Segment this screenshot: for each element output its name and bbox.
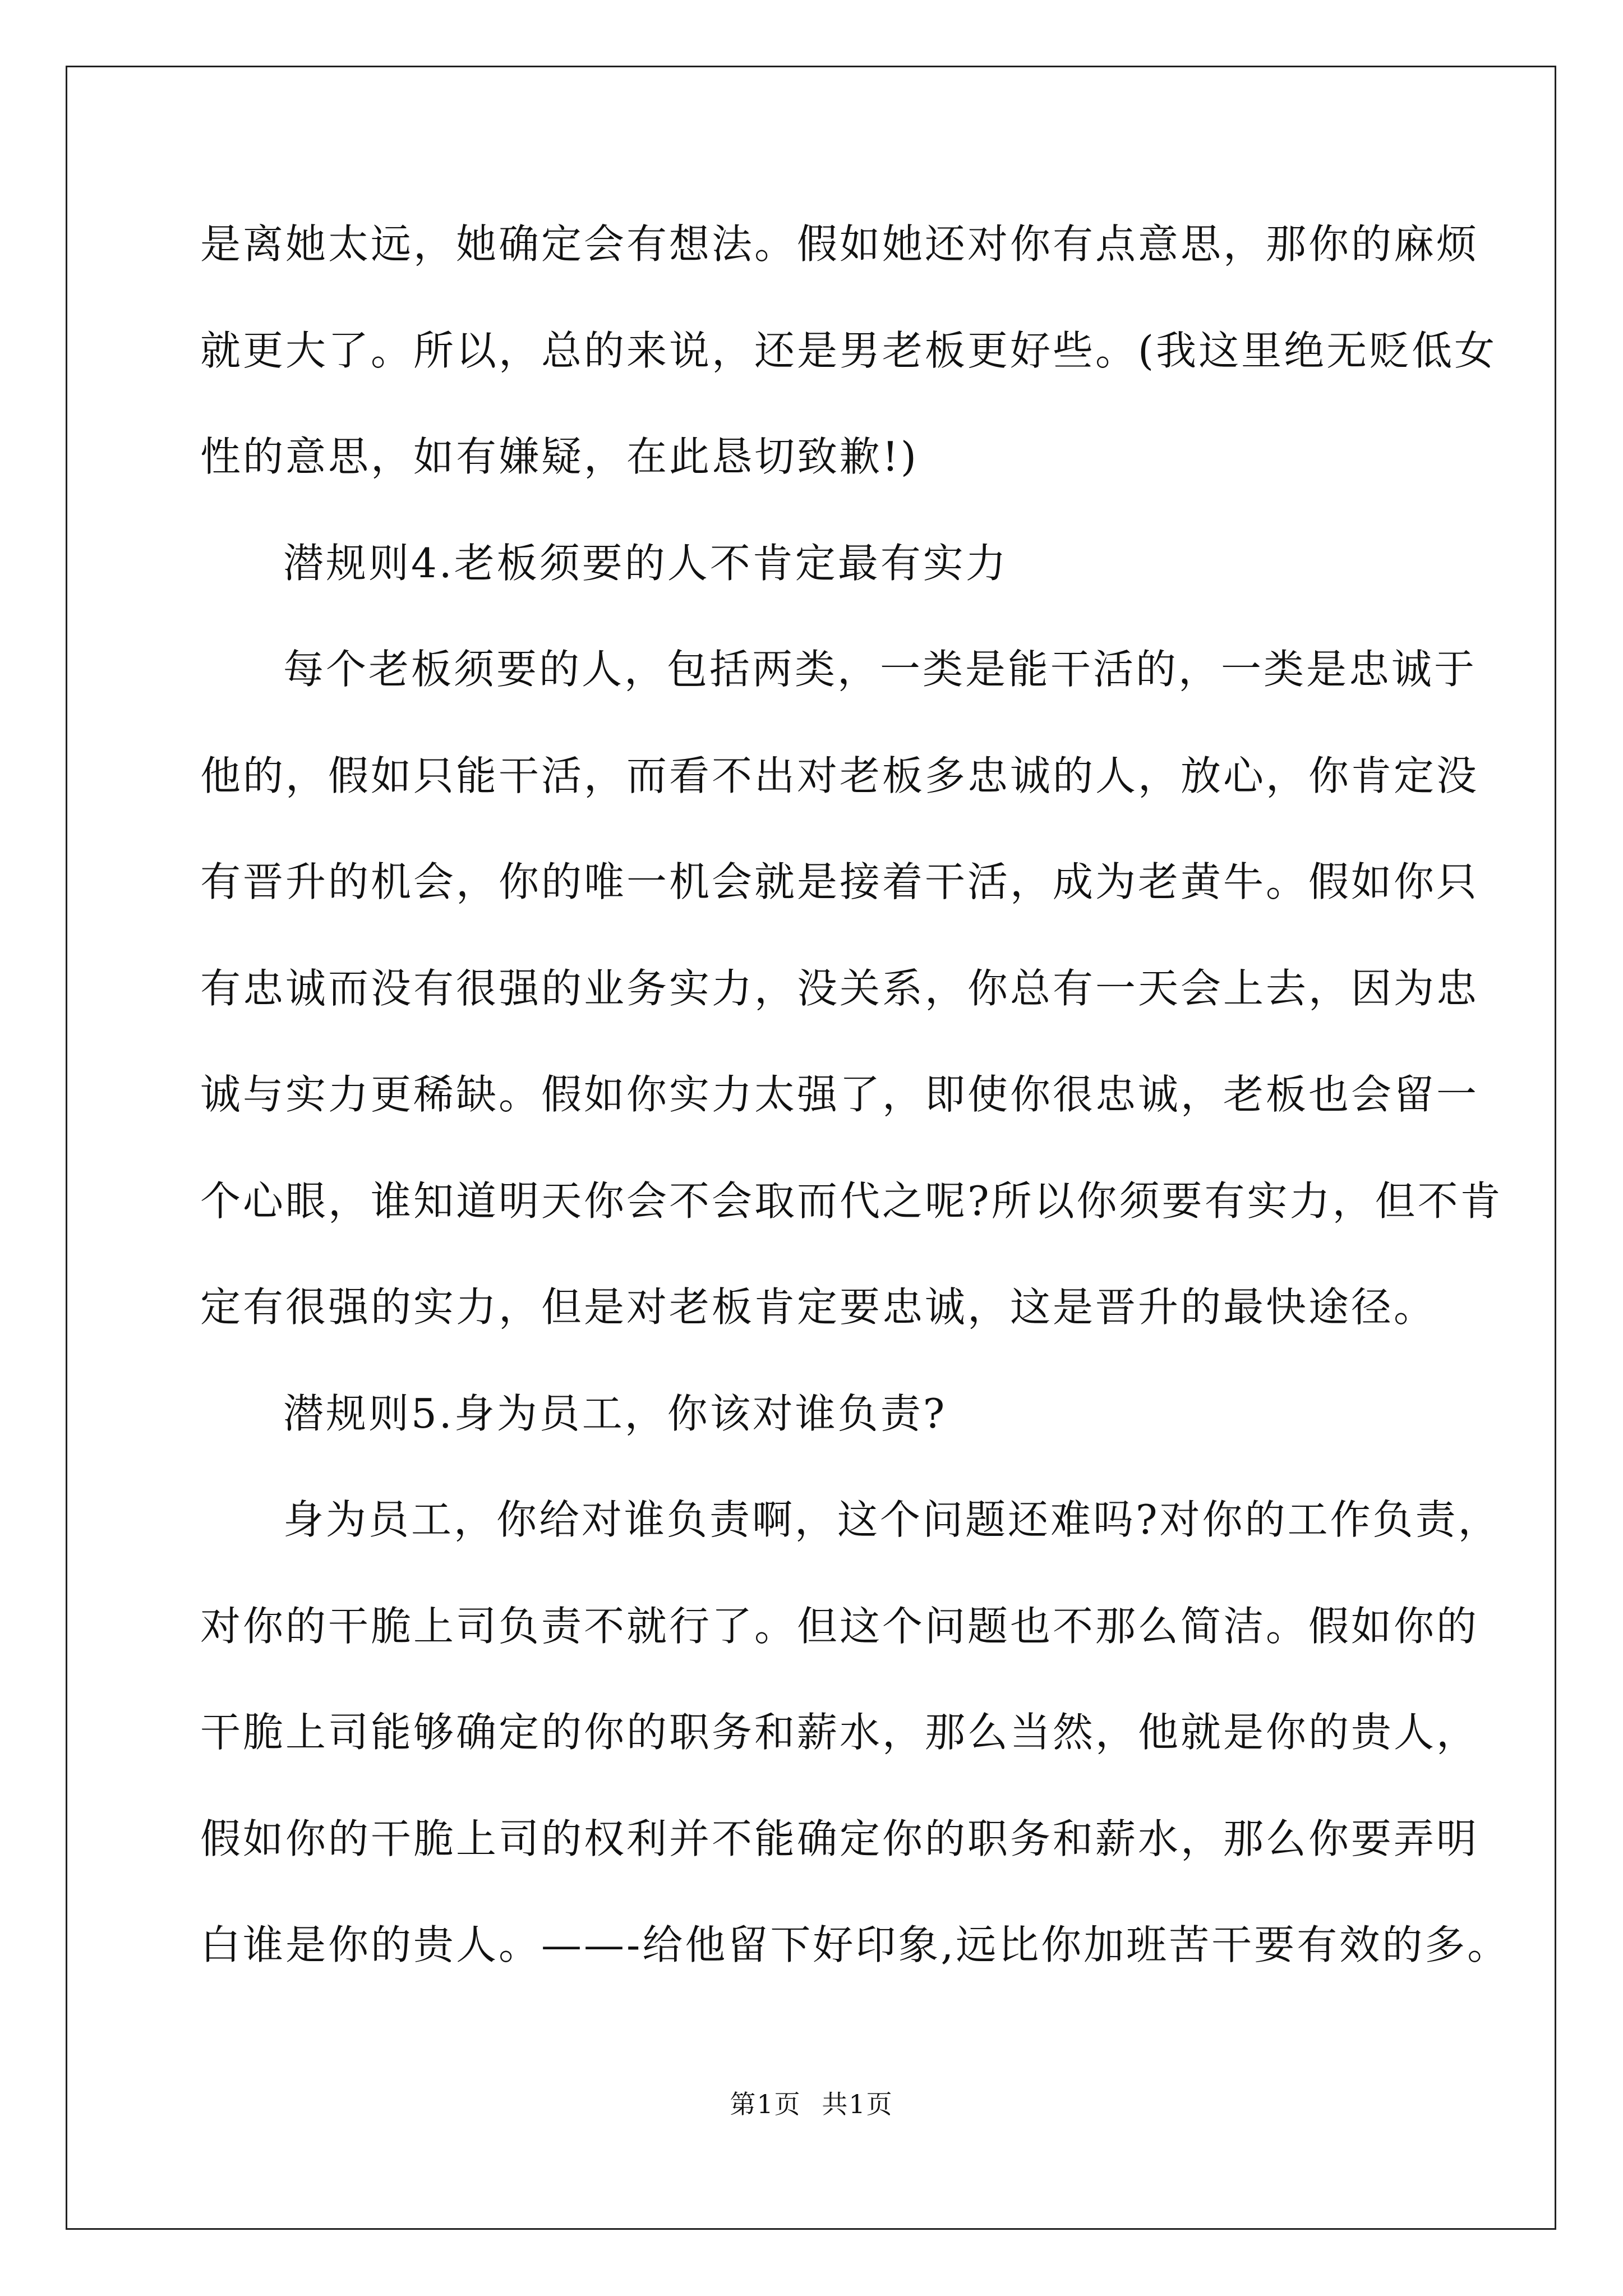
text-line: 是离她太远，她确定会有想法。假如她还对你有点意思，那你的麻烦 — [200, 220, 1479, 268]
document-body — [200, 213, 1510, 2021]
text-line: 每个老板须要的人，包括两类，一类是能干活的，一类是忠诚于 — [283, 646, 1477, 693]
text-line: 性的意思，如有嫌疑，在此恳切致歉!) — [200, 433, 919, 480]
text-line: 诚与实力更稀缺。假如你实力太强了，即使你很忠诚，老板也会留一 — [200, 1071, 1479, 1118]
text-line: 白谁是你的贵人。——-给他留下好印象,远比你加班苦干要有效的多。 — [200, 1921, 1510, 1968]
page-total: 共1页 — [822, 2089, 893, 2119]
text-line: 假如你的干脆上司的权利并不能确定你的职务和薪水，那么你要弄明 — [200, 1815, 1479, 1862]
text-line: 他的，假如只能干活，而看不出对老板多忠诚的人，放心，你肯定没 — [200, 752, 1479, 799]
section-heading: 潜规则4.老板须要的人不肯定最有实力 — [283, 539, 1008, 587]
text-line: 有忠诚而没有很强的业务实力，没关系，你总有一天会上去，因为忠 — [200, 964, 1479, 1012]
text-line: 对你的干脆上司负责不就行了。但这个问题也不那么简洁。假如你的 — [200, 1602, 1479, 1650]
text-line: 身为员工，你给对谁负责啊，这个问题还难吗?对你的工作负责， — [283, 1496, 1501, 1543]
text-line: 定有很强的实力，但是对老板肯定要忠诚，这是晋升的最快途径。 — [200, 1283, 1437, 1331]
text-line: 有晋升的机会，你的唯一机会就是接着干活，成为老黄牛。假如你只 — [200, 858, 1479, 905]
page-number: 第1页 — [730, 2089, 801, 2119]
page-footer — [0, 2084, 1623, 2121]
section-heading: 潜规则5.身为员工，你该对谁负责? — [283, 1389, 947, 1437]
text-line: 就更大了。所以，总的来说，还是男老板更好些。(我这里绝无贬低女 — [200, 326, 1497, 374]
text-line: 个心眼，谁知道明天你会不会取而代之呢?所以你须要有实力，但不肯 — [200, 1177, 1503, 1225]
text-line: 干脆上司能够确定的你的职务和薪水，那么当然，他就是你的贵人， — [200, 1709, 1479, 1756]
